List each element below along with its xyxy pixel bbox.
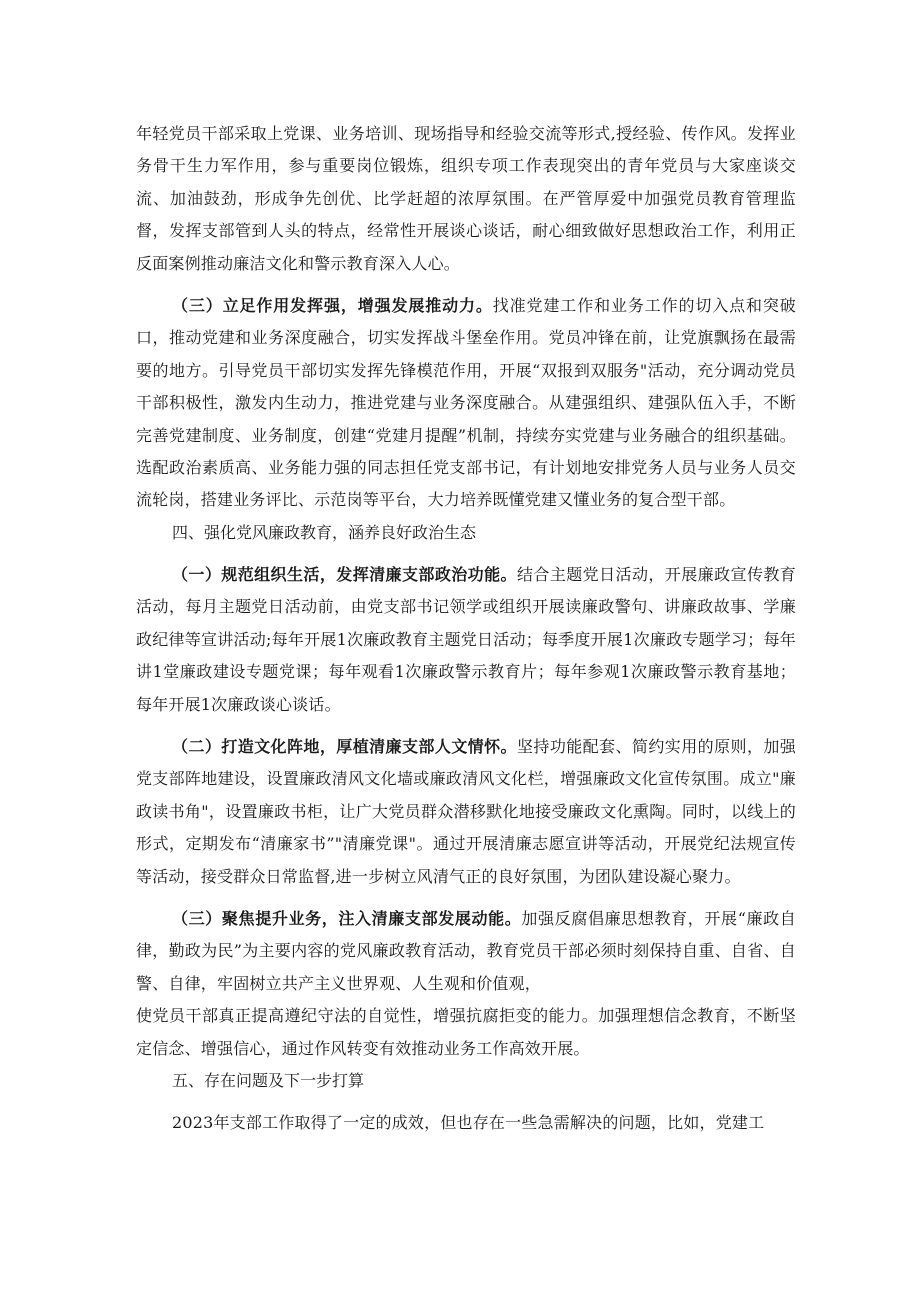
paragraph-2 — [136, 290, 796, 517]
paragraph-lead: （一）规范组织生活，发挥清廉支部政治功能。 — [172, 564, 517, 584]
section-heading-5: 五、存在问题及下一步打算 — [172, 1070, 365, 1090]
paragraph-text: 年轻党员干部采取上党课、业务培训、现场指导和经验交流等形式,授经验、传作风。发挥业务骨干生力军作用，参与重要岗位锻炼，组织专项工作表现突出的青年党员与大家座谈交流、加油鼓劲，形成争先创优、比学赶超的浓厚氛围。在严管厚爱中加强党员教育管理监督，发挥支部管到人头的特点，经常性开展谈心谈话，耐心细致做好思想政治工作，利用正反面案例推动廉洁文化和警示教育深入人心。 — [136, 124, 796, 273]
paragraph-text: 坚持功能配套、简约实用的原则，加强党支部阵地建设，设置廉政清风文化墙或廉政清风文化栏，增强廉政文化宣传氛围。成立"廉政读书角"，设置廉政书柜，让广大党员群众潜移默化地接受廉政文化熏陶。同时，以线上的形式，定期发布“清廉家书”"清廉党课"。通过开展清廉志愿宣讲等活动，开展党纪法规宣传等活动，接受群众日常监督,进一步树立风清气正的良好氛围，为团队建设凝心聚力。 — [136, 736, 796, 886]
paragraph-text: 加强反腐倡廉思想教育，开展“廉政自律，勤政为民”为主要内容的党风廉政教育活动，教育党员干部必须时刻保持自重、自省、自警、自律，牢固树立共产主义世界观、人生观和价值观， — [136, 908, 796, 993]
paragraph-7 — [136, 1107, 796, 1139]
paragraph-lead: （三）立足作用发挥强，增强发展推动力。 — [172, 296, 493, 316]
paragraph-lead: （二）打造文化阵地，厚植清廉支部人文情怀。 — [172, 736, 517, 756]
paragraph-text: 找准党建工作和业务工作的切入点和突破口，推动党建和业务深度融合，切实发挥战斗堡垒作用。党员冲锋在前，让党旗飘扬在最需要的地方。引导党员干部切实发挥先锋模范作用，开展“双报到双服务"活动，充分调动党员干部积极性，激发内生动力，推进党建与业务深度融合。从建强组织、建强队伍入手，不断完善党建制度、业务制度，创建“党建月提醒”机制，持续夯实党建与业务融合的组织基础。选配政治素质高、业务能力强的同志担任党支部书记，有计划地安排党务人员与业务人员交流轮岗，搭建业务评比、示范岗等平台，大力培养既懂党建又懂业务的复合型干部。 — [136, 296, 796, 510]
paragraph-1 — [136, 118, 796, 280]
paragraph-4 — [136, 731, 796, 893]
paragraph-6 — [136, 1000, 796, 1065]
paragraph-lead: （三）聚焦提升业务，注入清廉支部发展动能。 — [172, 908, 522, 928]
paragraph-text: 2023年支部工作取得了一定的成效，但也存在一些急需解决的问题，比如，党建工 — [172, 1112, 765, 1132]
paragraph-5 — [136, 903, 796, 1000]
section-heading-4: 四、强化党风廉政教育，涵养良好政治生态 — [172, 522, 477, 542]
paragraph-text: 结合主题党日活动，开展廉政宣传教育活动，每月主题党日活动前，由党支部书记领学或组织开展读廉政警句、讲廉政故事、学廉政纪律等宣讲活动;每年开展1次廉政教育主题党日活动；每季度开展1次廉政专题学习；每年讲1堂廉政建设专题党课；每年观看1次廉政警示教育片；每年参观1次廉政警示教育基地；每年开展1次廉政谈心谈话。 — [136, 564, 796, 714]
paragraph-text: 使党员干部真正提高遵纪守法的自觉性，增强抗腐拒变的能力。加强理想信念教育，不断坚定信念、增强信心，通过作风转变有效推动业务工作高效开展。 — [136, 1006, 796, 1058]
document-page — [136, 118, 796, 1139]
paragraph-3 — [136, 559, 796, 721]
